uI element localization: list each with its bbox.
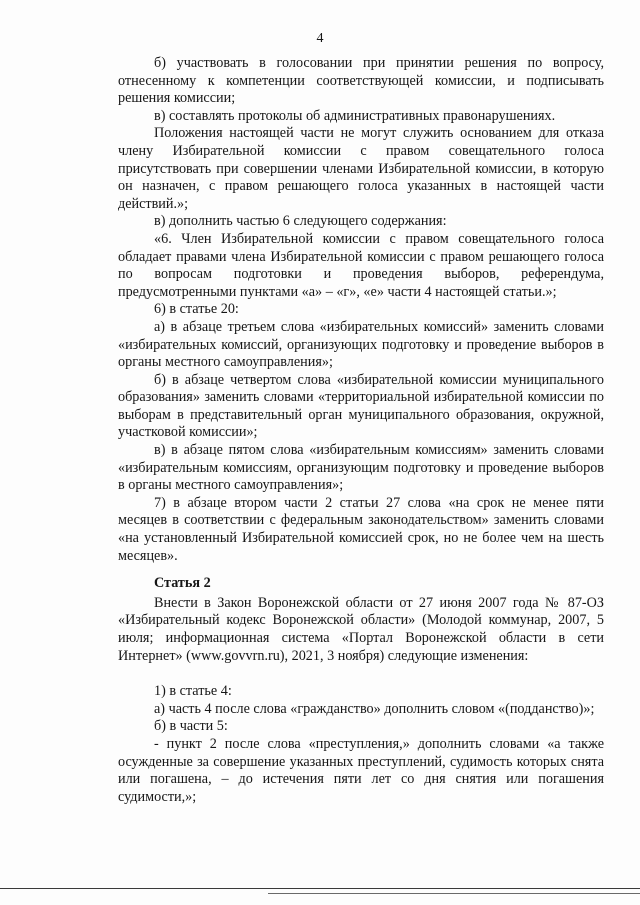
paragraph: б) в абзаце четвертом слова «избирательной комиссии муниципального образования» заменить словами «территориальной избирательной комиссии по выборам в представительный орган муниципального образования, окружной, участковой комиссии»;: [118, 371, 604, 441]
paragraph: б) в части 5:: [154, 718, 228, 735]
paragraph: «6. Член Избирательной комиссии с правом совещательного голоса обладает правами члена Избирательной комиссии с правом решающего голоса по вопросам подготовки и проведения выборов, референдума, предусмотренными пунктами «а» – «г», «е» части 4 настоящей статьи.»;: [118, 230, 604, 300]
page-number: 4: [316, 31, 324, 46]
paragraph: 7) в абзаце втором части 2 статьи 27 слова «на срок не менее пяти месяцев в соответствии с федеральным законодательством» заменить словами «на установленный Избирательной комиссией срок, но не более чем на шесть месяцев».: [118, 494, 604, 564]
paragraph: 6) в статье 20:: [154, 301, 239, 318]
document-body: [118, 55, 604, 806]
paragraph: в) в абзаце пятом слова «избирательным комиссиям» заменить словами «избирательным комиссиям, организующим подготовку и проведение выборов в органы местного самоуправления»;: [118, 442, 604, 494]
paragraph: 1) в статье 4:: [154, 683, 232, 700]
paragraph: б) участвовать в голосовании при принятии решения по вопросу, отнесенному к компетенции соответствующей комиссии, и подписывать решения комиссии;: [118, 55, 604, 107]
paragraph: - пункт 2 после слова «преступления,» дополнить словами «а также осужденные за совершение указанных преступлений, судимость которых снята или погашена, – до истечения пяти лет со дня снятия или погашения судимости,»;: [118, 735, 604, 805]
scan-edge-line: [268, 893, 640, 894]
article-heading: Статья 2: [154, 575, 211, 592]
paragraph: а) в абзаце третьем слова «избирательных комиссий» заменить словами «избирательных комиссий, организующих подготовку и проведение выборов в органы местного самоуправления»;: [118, 318, 604, 371]
paragraph: в) составлять протоколы об административных правонарушениях.: [154, 107, 556, 124]
scan-edge-line: [0, 888, 640, 889]
paragraph: в) дополнить частью 6 следующего содержания:: [154, 213, 447, 230]
paragraph: Внести в Закон Воронежской области от 27 июня 2007 года № 87-ОЗ «Избирательный кодекс Воронежской области» (Молодой коммунар, 2007, 5 июля; информационная система «Портал Воронежской области в сети Интернет» (www.govvrn.ru), 2021, 3 ноября) следующие изменения:: [118, 594, 604, 664]
paragraph: а) часть 4 после слова «гражданство» дополнить словом «(подданство)»;: [154, 700, 595, 717]
paragraph: Положения настоящей части не могут служить основанием для отказа члену Избирательной комиссии с правом совещательного голоса присутствовать при совершении членами Избирательной комиссии, в которую он назначен, с правом решающего голоса указанных в настоящей части действий.»;: [118, 125, 604, 212]
